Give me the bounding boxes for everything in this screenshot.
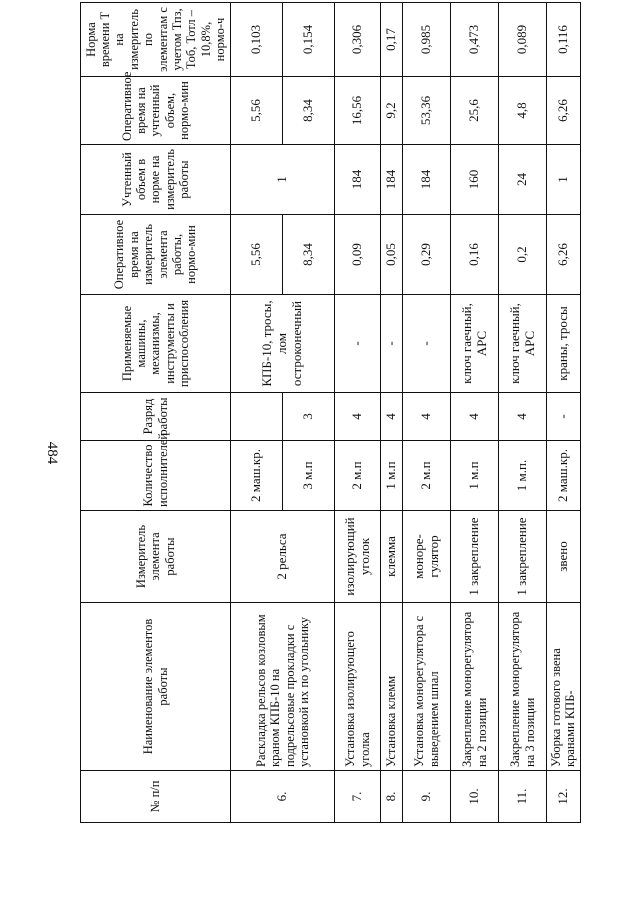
page-number: 484: [44, 441, 60, 465]
header-num: № п/п: [81, 771, 231, 823]
row-name: Уборка готового звена кранами КПБ-: [547, 603, 581, 771]
row-volume: 184: [381, 145, 403, 215]
row-num: 12.: [547, 771, 581, 823]
header-grade: Разряд работы: [81, 393, 231, 441]
row-norm: 0,985: [403, 3, 451, 77]
row-volume: 160: [451, 145, 499, 215]
row-op-time-total: 8,34: [283, 77, 335, 145]
row-op-time-total: 53,36: [403, 77, 451, 145]
row-op-time-total: 16,56: [335, 77, 381, 145]
row-meter: 1 закрепление: [499, 511, 547, 603]
table-header-row: [81, 3, 231, 823]
row-op-time: 0,2: [499, 215, 547, 295]
norms-table-container: [80, 3, 578, 823]
row-op-time-total: 4,8: [499, 77, 547, 145]
row-workers: 2 м.п: [335, 441, 381, 511]
row-volume: 24: [499, 145, 547, 215]
row-op-time: 8,34: [283, 215, 335, 295]
row-norm: 0,306: [335, 3, 381, 77]
row-name: Установка монорегулятора с выведением шпал: [403, 603, 451, 771]
row-norm: 0,089: [499, 3, 547, 77]
row-workers: 1 м.п: [451, 441, 499, 511]
row-volume: 184: [335, 145, 381, 215]
row-norm: 0,154: [283, 3, 335, 77]
row-grade: 4: [451, 393, 499, 441]
row-op-time: 5,56: [231, 215, 283, 295]
header-norm: Норма времени Т на измеритель по элементам с учетом Тпз, Тоб, Тотл – 10,8%, нормо-ч: [81, 3, 231, 77]
row-num: 6.: [231, 771, 335, 823]
row-meter: 1 закрепление: [451, 511, 499, 603]
row-volume: 1: [231, 145, 335, 215]
row-num: 10.: [451, 771, 499, 823]
header-meter: Измеритель элемента работы: [81, 511, 231, 603]
header-workers: Количество исполнителей: [81, 441, 231, 511]
row-op-time: 6,26: [547, 215, 581, 295]
table-row: [499, 3, 547, 823]
row-volume: 184: [403, 145, 451, 215]
row-meter: клемма: [381, 511, 403, 603]
row-op-time-total: 9,2: [381, 77, 403, 145]
row-workers: 2 маш.кр.: [231, 441, 283, 511]
row-tools: -: [335, 295, 381, 393]
row-op-time: 0,29: [403, 215, 451, 295]
header-op-time: Оперативное время на измеритель элемента работы, нормо-мин: [81, 215, 231, 295]
row-tools: ключ гаечный, АРС: [451, 295, 499, 393]
row-name: Закрепление монорегулятора на 2 позиции: [451, 603, 499, 771]
row-meter: моноре-гулятор: [403, 511, 451, 603]
table-row: [451, 3, 499, 823]
row-volume: 1: [547, 145, 581, 215]
row-norm: 0,473: [451, 3, 499, 77]
row-op-time: 0,05: [381, 215, 403, 295]
row-name: Установка клемм: [381, 603, 403, 771]
row-workers: 1 м.п: [381, 441, 403, 511]
row-num: 7.: [335, 771, 381, 823]
row-name-part1: Раскладка рельсов козловым краном КПБ-10: [253, 614, 283, 767]
row-op-time: 0,09: [335, 215, 381, 295]
row-tools: краны, тросы: [547, 295, 581, 393]
row-workers: 3 м.п: [283, 441, 335, 511]
table-row: [547, 3, 581, 823]
header-volume: Учтенный объем в норме на измеритель работы: [81, 145, 231, 215]
row-workers: 2 м.п: [403, 441, 451, 511]
row-op-time-total: 6,26: [547, 77, 581, 145]
row-name: [231, 603, 335, 771]
row-grade: 4: [499, 393, 547, 441]
row-grade: -: [547, 393, 581, 441]
header-name: Наименование элементов работы: [81, 603, 231, 771]
norms-table: [80, 2, 581, 823]
row-name: Закрепление монорегулятора на 3 позиции: [499, 603, 547, 771]
row-num: 11.: [499, 771, 547, 823]
row-num: 9.: [403, 771, 451, 823]
header-tools: Применяемые машины, механизмы, инструменты и приспособления: [81, 295, 231, 393]
table-row: [403, 3, 451, 823]
row-grade: 4: [335, 393, 381, 441]
row-name-part2: на подрельсовые прокладки с установкой их по угольнику: [268, 616, 311, 767]
table-row: [231, 3, 283, 823]
row-norm: 0,103: [231, 3, 283, 77]
row-norm: 0,17: [381, 3, 403, 77]
row-op-time: 0,16: [451, 215, 499, 295]
row-op-time-total: 5,56: [231, 77, 283, 145]
row-meter: звено: [547, 511, 581, 603]
row-tools: -: [381, 295, 403, 393]
row-grade: 4: [381, 393, 403, 441]
row-norm: 0,116: [547, 3, 581, 77]
table-row: [335, 3, 381, 823]
row-tools: ключ гаечный, АРС: [499, 295, 547, 393]
row-workers: 1 м.п.: [499, 441, 547, 511]
row-grade: 3: [283, 393, 335, 441]
row-num: 8.: [381, 771, 403, 823]
row-grade: [231, 393, 283, 441]
row-meter: изолирующий уголок: [335, 511, 381, 603]
row-workers: 2 маш.кр.: [547, 441, 581, 511]
row-op-time-total: 25,6: [451, 77, 499, 145]
table-row: [381, 3, 403, 823]
row-tools: КПБ-10, тросы, лом остроконечный: [231, 295, 335, 393]
row-grade: 4: [403, 393, 451, 441]
row-meter: 2 рельса: [231, 511, 335, 603]
row-tools: -: [403, 295, 451, 393]
row-name: Установка изолирующего уголка: [335, 603, 381, 771]
header-op-time-total: Оперативное время на учтенный объем, нормо-мин: [81, 77, 231, 145]
